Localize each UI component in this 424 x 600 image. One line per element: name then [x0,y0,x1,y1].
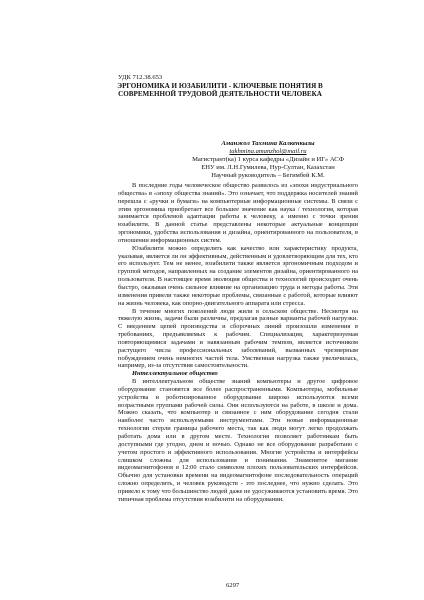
section-paragraph: В интеллектуальном обществе знаний компьютеры и другое цифровое оборудование становятся все более распространенными. Компьютеры, мобильные устройства и роботизированное оборудование широко используются всеми возрастными группами рабочей силы. Они используются на работе, в школе и дома. Можно сказать, что компьютер и связанное с ним оборудование сегодня стали наиболее часто используемыми инструментами. Эти новые информационные технологии стерли границы рабочего места, так как люди могут легко продолжать работать дома или в другом месте. Технология позволяет работникам быть доступными где угодно, днем и ночью. Однако не все оборудование разработано с учетом простого и эффективного использования. Многие устройства и интерфейсы слишком сложны для использования и понимания. Знаменитое мигание видеомагнитофонов в 12:00 стало символом плохих пользовательских интерфейсов. Обычно для установки времени на видеомагнитофоне последовательность операций сложно определить, и человек руководств - это последнее, что нужно сделать. Это привело к тому что большинство людей даже не удосуживаются установить время. Это типичная проблема отсутствия юзабилити на оборудовании. [118,378,358,503]
author-name: Аманжол Тахмина Калкенкызы [221,140,315,147]
body-paragraph-1: В последние годы человеческое общество развилось из «эпохи индустриального общества» в «эпоху общества знаний». Это означает, что поддержка носителей знаний перешла с «ручки и бумаги» на компьютерные информационные системы. В связи с этим эргономика приобретает все большее значение как наука / технология, которая занимается проблемой адаптации работы к человеку, а именно с точки зрения юзабилити. В данной статье представлены некоторые актуальные концепции эргономики, удобства использования и дизайна, ориентированного на пользователя, в отношении информационных систем. [118,182,358,244]
article-title: ЭРГОНОМИКА И ЮЗАБИЛИТИ - КЛЮЧЕВЫЕ ПОНЯТИЯ В СОВРЕМЕННОЙ ТРУДОВОЙ ДЕЯТЕЛЬНОСТИ ЧЕЛОВЕКА [117,82,323,99]
author-block [180,140,356,180]
author-university: ЕНУ им. Л.Н.Гумилева, Нур-Султан, Казахстан [201,164,335,171]
author-position: Магистрант(ка) 1 курса кафедры «Дизайн и ИГ» АСФ [192,156,344,163]
udk-code: УДК 712.38.653 [118,74,163,81]
page-number: 6297 [226,582,240,589]
body-paragraph-3: В течение многих поколений люди жили в сельском обществе. Несмотря на тяжелую жизнь, задачи были различны, предлагая разные варианты рабочей нагрузки. С введением цепей производства и сборочных линий произошли изменения в требованиях, предъявляемых к рабочим. Специализация, характеризуемая повторяющимися задачами и навязанным рабочим темпом, является источником растущего числа профессиональных заболеваний, вызванных чрезмерным побуждением очень немногих частей тела. Умственная нагрузка также увеличилась, например, из-за отсутствия самостоятельности. [118,307,358,370]
author-email[interactable]: takhmina.amanzhol@mail.ru [229,148,307,155]
scientific-supervisor: Научный руководитель – Бегимбей К.М. [211,172,325,179]
body-paragraph-2: Юзабилити можно определить как качество или характеристику продукта, указывая, является ли он эффективным, действенным и удовлетворяющим для тех, кто его использует. Тем не менее, юзабилити также является эргономичным подходом и группой методов, направленных на создание элементов дизайна, ориентированного на пользователя. В настоящее время эволюция общества и технологий происходит очень быстро, оказывая очень сильное влияние на организацию труда и методы работы. Эти изменения привели также некоторые проблемы, связанные с работой, которые влияют на жизнь человека, как опорно-двигательного аппарата или стресса. [118,244,358,307]
section-heading: Интеллектуальное общество [132,370,218,378]
article-body [118,182,358,504]
